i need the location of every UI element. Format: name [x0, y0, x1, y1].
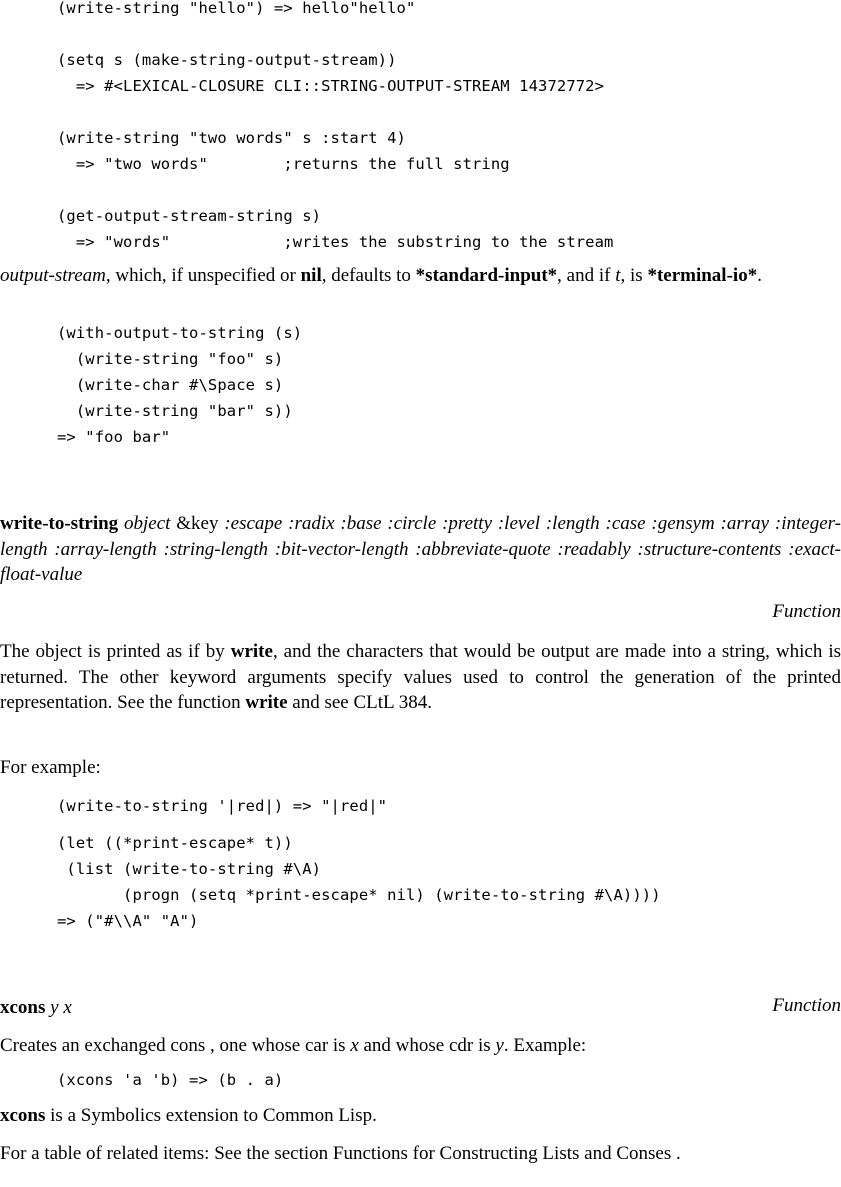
code-line: (write-char #\Space s): [57, 376, 284, 394]
code-line: (list (write-to-string #\A): [57, 860, 322, 878]
code-example-xcons: (xcons 'a 'b) => (b . a): [57, 1071, 284, 1089]
term-terminal-io: *terminal-io*: [647, 265, 758, 286]
code-line: (write-string "hello") => hello"hello": [57, 0, 416, 17]
xcons-signature: [0, 995, 841, 1021]
function-name: write-to-string: [0, 513, 119, 534]
code-line: (write-string "foo" s): [57, 350, 284, 368]
code-example-print-escape: [57, 830, 661, 934]
text: The object is printed as if by: [0, 641, 231, 662]
term-t: t: [615, 265, 621, 286]
function-category-label: Function: [772, 601, 841, 622]
code-line: (write-string "bar" s)): [57, 402, 293, 420]
term-write: write: [245, 692, 288, 713]
code-line: (with-output-to-string (s): [57, 324, 303, 342]
term-output-stream: output-stream: [0, 265, 106, 286]
code-line: => #<LEXICAL-CLOSURE CLI::STRING-OUTPUT-STREAM 14372772>: [57, 77, 605, 95]
term-write: write: [230, 641, 273, 662]
code-example-red: (write-to-string '|red|) => "|red|": [57, 797, 388, 815]
text: . Example:: [503, 1035, 587, 1056]
code-block-write-string: [57, 0, 613, 255]
write-to-string-signature: [0, 511, 841, 588]
text: .: [757, 265, 762, 286]
code-line: (progn (setq *print-escape* nil) (write-to-string #\A)))): [57, 886, 661, 904]
code-block-with-output-to-string: [57, 320, 302, 450]
var-x: x: [350, 1035, 359, 1056]
xcons-note: [0, 1103, 841, 1129]
text: Creates an exchanged cons , one whose car is: [0, 1035, 351, 1056]
xcons-description: [0, 1033, 841, 1059]
code-line: (setq s (make-string-output-stream)): [57, 51, 397, 69]
function-args: object: [124, 513, 171, 534]
write-to-string-description: [0, 639, 841, 716]
text: , which, if unspecified or: [105, 265, 301, 286]
function-category-label: Function: [772, 995, 841, 1016]
term-nil: nil: [300, 265, 322, 286]
text: , is: [620, 265, 648, 286]
text: and whose cdr is: [358, 1035, 496, 1056]
for-example-label: For example:: [0, 757, 101, 778]
output-stream-paragraph: [0, 263, 841, 289]
code-line: (get-output-stream-string s): [57, 207, 322, 225]
text: and see CLtL 384.: [287, 692, 432, 713]
var-y: y: [495, 1035, 504, 1056]
term-xcons: xcons: [0, 1105, 46, 1126]
term-standard-input: *standard-input*: [415, 265, 558, 286]
text: is a Symbolics extension to Common Lisp.: [45, 1105, 377, 1126]
code-line: (let ((*print-escape* t)): [57, 834, 293, 852]
related-items-note: For a table of related items: See the section Functions for Constructing Lists and Conses .: [0, 1143, 681, 1164]
code-line: (write-string "two words" s :start 4): [57, 129, 406, 147]
text: , defaults to: [321, 265, 416, 286]
code-line: => ("#\\A" "A"): [57, 912, 199, 930]
function-args: y x: [45, 997, 72, 1018]
code-line: => "two words" ;returns the full string: [57, 155, 510, 173]
function-name: xcons: [0, 997, 46, 1018]
code-line: => "words" ;writes the substring to the stream: [57, 233, 614, 251]
text: , and if: [557, 265, 616, 286]
code-line: => "foo bar": [57, 428, 171, 446]
lambda-keyword: &key: [170, 513, 225, 534]
text: , and the characters that would be output are made into a string, which is returned. The other keyword arguments specify values used to control the generation of the printed representation. See the function: [0, 641, 841, 713]
function-keywords: :escape :radix :base :circle :pretty :level :length :case :gensym :array :integer-length :array-length :string-length :bit-vector-length :abbreviate-quote :readably :structure-contents :exact-float-value: [0, 513, 841, 585]
